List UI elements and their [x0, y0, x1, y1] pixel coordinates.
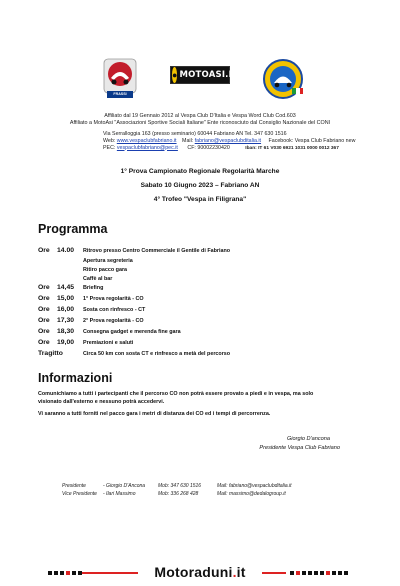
pec-link[interactable]: vespaclubfabriano@pec.it [116, 144, 178, 151]
motoasi-logo [170, 60, 238, 98]
event-title-1: 1° Prova Campionato Regionale Regolarità Marche [120, 168, 280, 175]
event-date: Sabato 10 Giugno 2023 – Fabriano AN [140, 182, 260, 189]
logo-strip [0, 58, 400, 108]
footer-row: Vice Presidente - Ilari Massimo Mob: 336 268 428 Mail: massimo@dedalogroup.it [62, 491, 286, 497]
program-sub-item: Caffè al bar [83, 276, 113, 282]
brand-dot: . [232, 564, 237, 580]
affiliation-line-2: Affiliato a MotoAsi "Associazioni Sportive Sociali Italiane" Ente riconosciuto dal Consiglio Nazionale del CONI [69, 120, 331, 126]
programma-heading: Programma [38, 222, 108, 236]
web-label: Web: [103, 138, 116, 144]
program-sub-item: Ritiro pacco gara [83, 267, 128, 273]
left-logo-badge: FRASSI [113, 92, 127, 96]
info-paragraph-1: Comunichiamo a tutti i partecipanti che il percorso CO non potrà essere provato a piedi e in vespa, ma solo visionato dall'esterno e nessuno potrà accedervi. [38, 391, 314, 405]
right-decoration-icon [290, 568, 348, 577]
info-paragraph-2: Vi saranno a tutti forniti nel pacco gara i metri di distanza dei CO ed i tempi di percorrenza. [38, 411, 271, 417]
contact-block [60, 131, 356, 155]
web-link[interactable]: www.vespaclubfabriano.it [116, 138, 177, 144]
brand-name: Motoraduni [154, 564, 233, 580]
motoasi-logo-text: MOTOASI.IT [179, 70, 238, 80]
vespa-club-fabriano-round-emblem-icon [262, 58, 304, 100]
facebook-text: Facebook: Vespa Club Fabriano new [268, 138, 356, 144]
mail-label: Mail: [182, 138, 194, 144]
event-trophy: 4° Trofeo "Vespa in Filigrana" [153, 196, 247, 203]
signature-role: Presidente Vespa Club Fabriano [259, 445, 340, 451]
pec-label: PEC: [103, 144, 116, 151]
cf-text: CF: 90002230420 [187, 144, 230, 151]
program-sub-item: Apertura segreteria [83, 258, 133, 264]
motoasi-ball-icon: ● [172, 67, 177, 83]
iban-text: Iban: IT 61 V030 6921 1031 0000 0012 367 [245, 145, 339, 151]
mail-link[interactable]: fabriano@vespaclubditalia.it [194, 138, 262, 144]
right-divider [262, 572, 286, 574]
contact-address: Via Serralloggia 163 (presso seminario) 60044 Fabriano AN Tel. 347 630 1516 [103, 131, 287, 137]
affiliation-line-1: Affiliato dal 19 Gennaio 2012 al Vespa Club D'Italia e Vespa Word Club Cod.603 [104, 113, 296, 119]
brand-tld: it [236, 564, 246, 580]
contact-pec-line [103, 145, 339, 153]
signature-name: Giorgio D'ancona [286, 436, 330, 442]
footer-row: Presidente - Giorgio D'Ancona Mob: 347 630 1516 Mail: fabriano@vespaclubditalia.it [62, 483, 292, 489]
informazioni-heading: Informazioni [38, 371, 113, 385]
motoraduni-brand-bar [0, 563, 400, 583]
